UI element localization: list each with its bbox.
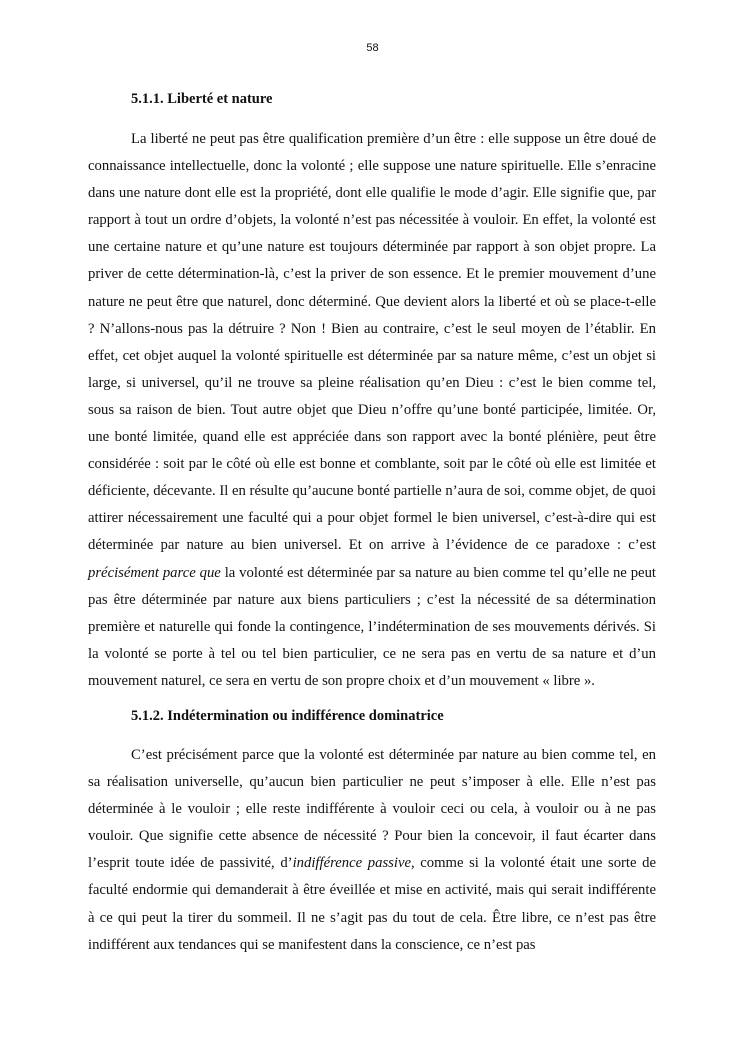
body-paragraph-liberte bbox=[88, 126, 656, 695]
section-heading-indetermination: 5.1.2. Indétermination ou indifférence dominatrice bbox=[131, 707, 444, 724]
paragraph-text: , comme si la volonté était une sorte de faculté endormie qui demanderait à être éveillée et mise en activité, mais qui serait indifférente à ce qui peut la tirer du sommeil. Il ne s’agit pas du tout de cela. Être libre, ce n’est pas être indifférent aux tendances qui se manifestent dans la conscience, ce n’est pas bbox=[88, 855, 656, 953]
emphasized-text: indifférence passive bbox=[292, 855, 411, 872]
section-heading-liberte-et-nature: 5.1.1. Liberté et nature bbox=[131, 91, 273, 107]
page-number: 58 bbox=[366, 42, 379, 54]
document-body bbox=[88, 86, 656, 959]
paragraph-text: La liberté ne peut pas être qualification première d’un être : elle suppose un être doué de connaissance intellectuelle, donc la volonté ; elle suppose une nature spirituelle. Elle s’enracine dans une nature dont elle est la propriété, dont elle qualifie le mode d’agir. Elle signifie que, par rapport à tout un ordre d’objets, la volonté n’est pas nécessitée à vouloir. En effet, la volonté est une certaine nature et qu’une nature est toujours déterminée par rapport à son objet propre. La priver de cette détermination-là, c’est la priver de son essence. Et le premier mouvement d’une nature ne peut être que naturel, donc déterminé. Que devient alors la liberté et où se place-t-elle ? N’allons-nous pas la détruire ? Non ! Bien au contraire, c’est le seul moyen de l’établir. En effet, cet objet auquel la volonté spirituelle est déterminée par sa nature même, c’est un objet si large, si universel, qu’il ne trouve sa pleine réalisation qu’en Dieu : c’est le bien comme tel, sous sa raison de bien. Tout autre objet que Dieu n’offre qu’une bonté participée, limitée. Or, une bonté limitée, quand elle est appréciée dans son rapport avec la bonté plénière, peut être considérée : soit par le côté où elle est bonne et comblante, soit par le côté où elle est limitée et déficiente, décevante. Il en résulte qu’aucune bonté partielle n’aura de soi, comme objet, de quoi attirer nécessairement une faculté qui a pour objet formel le bien universel, c’est-à-dire qui est déterminée par nature au bien universel. Et on arrive à l’évidence de ce paradoxe : c’est bbox=[88, 131, 656, 554]
paragraph-text: C’est précisément parce que la volonté est déterminée par nature au bien comme tel, en sa réalisation universelle, qu’aucun bien particulier ne peut s’imposer à elle. Elle n’est pas déterminée à le vouloir ; elle reste indifférente à vouloir ceci ou cela, à vouloir ou à ne pas vouloir. Que signifie cette absence de nécessité ? Pour bien la concevoir, il faut écarter dans l’esprit toute idée de passivité, d’ bbox=[88, 746, 656, 872]
emphasized-text: précisément parce que bbox=[88, 564, 221, 581]
body-paragraph-indetermination bbox=[88, 742, 656, 959]
paragraph-text: la volonté est déterminée par sa nature au bien comme tel qu’elle ne peut pas être déterminée par nature aux biens particuliers ; c’est la nécessité de sa détermination première et naturelle qui fonde la contingence, l’indétermination de ses mouvements dérivés. Si la volonté se porte à tel ou tel bien particulier, ce ne sera pas en vertu de sa nature et d’un mouvement naturel, ce sera en vertu de son propre choix et d’un mouvement « libre ». bbox=[88, 564, 656, 689]
